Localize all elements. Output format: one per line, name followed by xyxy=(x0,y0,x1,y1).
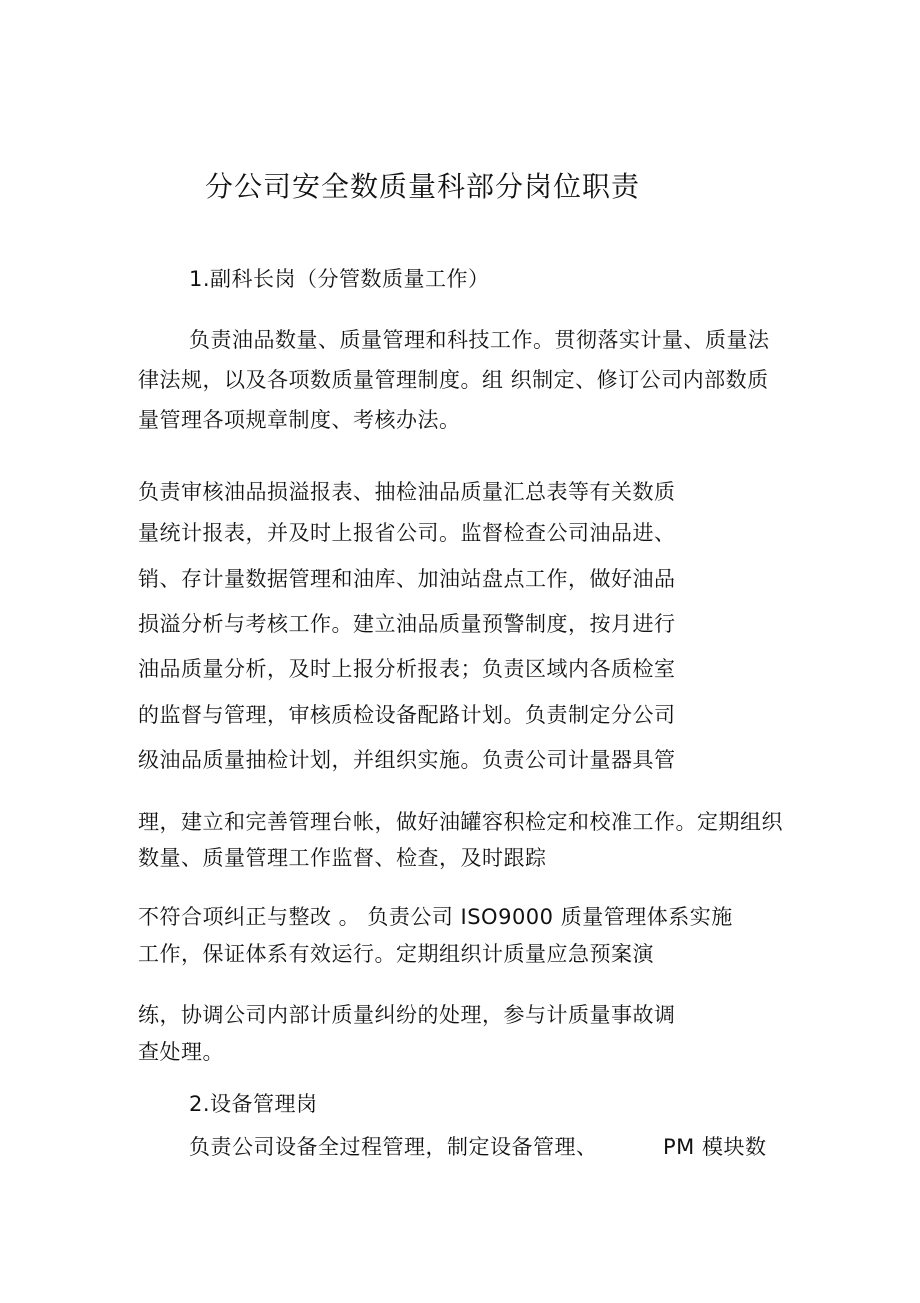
paragraph-3-line-2: 数量、质量管理工作监督、检查，及时跟踪 xyxy=(138,846,547,870)
paragraph-5-line-2: 查处理。 xyxy=(138,1040,224,1064)
document-title: 分公司安全数质量科部分岗位职责 xyxy=(205,170,641,203)
section-heading-1: 1.副科长岗（分管数质量工作） xyxy=(189,267,490,291)
paragraph-2-line-7: 级油品质量抽检计划，并组织实施。负责公司计量器具管 xyxy=(138,748,676,772)
paragraph-1-line-2: 律法规，以及各项数质量管理制度。组 织制定、修订公司内部数质 xyxy=(138,368,769,392)
paragraph-5-line-1: 练，协调公司内部计质量纠纷的处理，参与计质量事故调 xyxy=(138,1003,676,1027)
paragraph-1-line-3: 量管理各项规章制度、考核办法。 xyxy=(138,408,461,432)
paragraph-6-part-1: 负责公司设备全过程管理，制定设备管理、 xyxy=(189,1135,598,1159)
paragraph-2-line-3: 销、存计量数据管理和油库、加油站盘点工作，做好油品 xyxy=(138,567,676,591)
paragraph-2-line-6: 的监督与管理，审核质检设备配路计划。负责制定分公司 xyxy=(138,703,676,727)
paragraph-4-line-1: 不符合项纠正与整改 。 负责公司 ISO9000 质量管理体系实施 xyxy=(138,905,733,929)
paragraph-6-part-2: PM 模块数 xyxy=(663,1135,767,1159)
paragraph-2-line-1: 负责审核油品损溢报表、抽检油品质量汇总表等有关数质 xyxy=(138,480,676,504)
paragraph-4-line-2: 工作，保证体系有效运行。定期组织计质量应急预案演 xyxy=(138,942,654,966)
paragraph-3-line-1: 理，建立和完善管理台帐，做好油罐容积检定和校准工作。定期组织 xyxy=(138,810,783,834)
section-heading-2: 2.设备管理岗 xyxy=(189,1092,318,1116)
paragraph-1-line-1: 负责油品数量、质量管理和科技工作。贯彻落实计量、质量法 xyxy=(189,328,770,352)
paragraph-2-line-4: 损溢分析与考核工作。建立油品质量预警制度，按月进行 xyxy=(138,612,676,636)
paragraph-2-line-2: 量统计报表，并及时上报省公司。监督检查公司油品进、 xyxy=(138,521,676,545)
paragraph-2-line-5: 油品质量分析，及时上报分析报表；负责区域内各质检室 xyxy=(138,657,676,681)
